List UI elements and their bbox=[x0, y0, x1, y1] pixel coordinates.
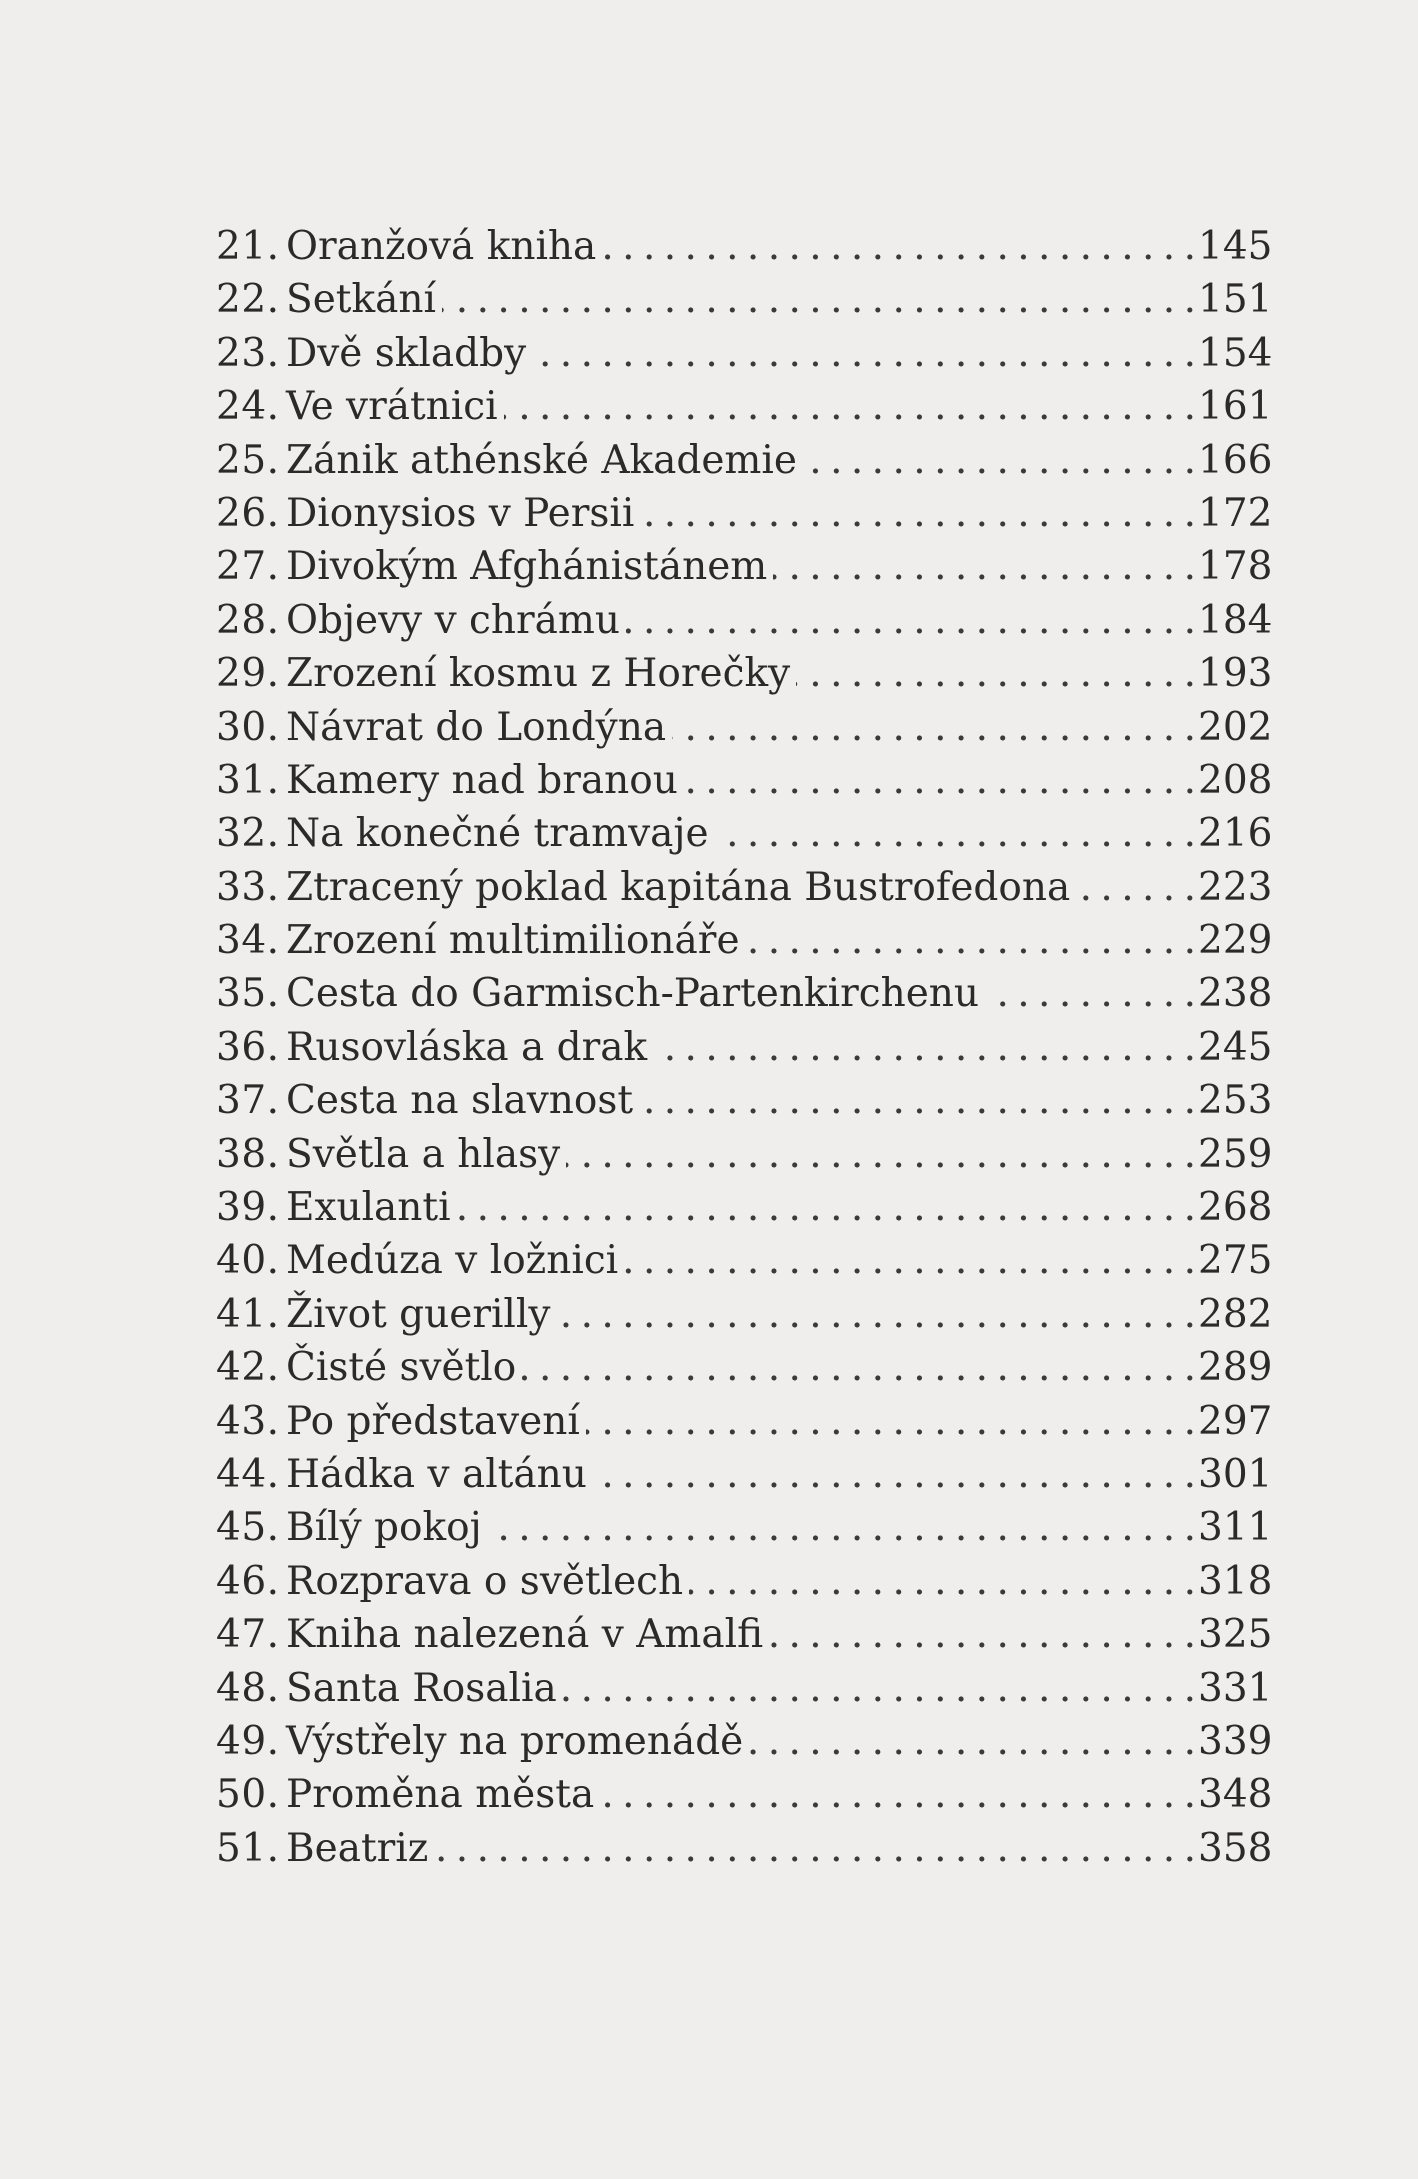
chapter-title: Dvě skladby bbox=[286, 330, 527, 376]
chapter-title: Výstřely na promenádě bbox=[286, 1718, 744, 1764]
dot-leader bbox=[626, 594, 1194, 647]
toc-entry bbox=[216, 807, 1273, 860]
toc-entry bbox=[216, 434, 1273, 487]
toc-entry bbox=[216, 1768, 1273, 1821]
dot-leader bbox=[640, 487, 1194, 540]
toc-entry bbox=[216, 1341, 1273, 1394]
dot-leader bbox=[586, 1395, 1194, 1448]
dot-leader bbox=[749, 1715, 1194, 1768]
chapter-number: 51. bbox=[216, 1825, 280, 1871]
chapter-title: Zánik athénské Akademie bbox=[286, 437, 797, 483]
page-number: 184 bbox=[1198, 597, 1273, 643]
toc-entry bbox=[216, 540, 1273, 593]
dot-leader bbox=[457, 1181, 1194, 1234]
chapter-title: Proměna města bbox=[286, 1772, 595, 1818]
page-number: 223 bbox=[1198, 864, 1273, 910]
page-number: 208 bbox=[1198, 757, 1273, 803]
chapter-number: 35. bbox=[216, 971, 280, 1017]
toc-entry bbox=[216, 1181, 1273, 1234]
dot-leader bbox=[488, 1501, 1194, 1554]
chapter-title: Na konečné tramvaje bbox=[286, 811, 709, 857]
page-number: 301 bbox=[1198, 1451, 1273, 1497]
page-number: 193 bbox=[1198, 651, 1273, 697]
dot-leader bbox=[600, 1768, 1194, 1821]
toc-entry bbox=[216, 1501, 1273, 1554]
chapter-number: 26. bbox=[216, 490, 280, 536]
toc-entry bbox=[216, 861, 1273, 914]
chapter-title: Život guerilly bbox=[286, 1291, 551, 1337]
toc-entry bbox=[216, 1288, 1273, 1341]
chapter-number: 24. bbox=[216, 384, 280, 430]
chapter-number: 50. bbox=[216, 1772, 280, 1818]
dot-leader bbox=[504, 380, 1194, 433]
toc-entry bbox=[216, 327, 1273, 380]
page-number: 289 bbox=[1198, 1345, 1273, 1391]
dot-leader bbox=[1076, 861, 1194, 914]
chapter-title: Oranžová kniha bbox=[286, 224, 597, 269]
chapter-title: Zrození kosmu z Horečky bbox=[286, 651, 791, 697]
chapter-number: 28. bbox=[216, 597, 280, 643]
chapter-number: 30. bbox=[216, 704, 280, 750]
chapter-number: 48. bbox=[216, 1665, 280, 1711]
page-number: 161 bbox=[1198, 384, 1273, 430]
chapter-number: 41. bbox=[216, 1291, 280, 1337]
toc-entry bbox=[216, 1662, 1273, 1715]
chapter-title: Setkání bbox=[286, 277, 436, 323]
page-number: 253 bbox=[1198, 1078, 1273, 1124]
chapter-number: 27. bbox=[216, 544, 280, 590]
dot-leader bbox=[522, 1341, 1194, 1394]
page-number: 151 bbox=[1198, 277, 1273, 323]
dot-leader bbox=[639, 1074, 1194, 1127]
page-number: 145 bbox=[1198, 224, 1273, 269]
page-number: 325 bbox=[1198, 1612, 1273, 1658]
chapter-number: 32. bbox=[216, 811, 280, 857]
toc-entry bbox=[216, 1448, 1273, 1501]
page-number: 331 bbox=[1198, 1665, 1273, 1711]
toc-entry bbox=[216, 1021, 1273, 1074]
toc-entry bbox=[216, 914, 1273, 967]
toc-entry bbox=[216, 220, 1273, 273]
toc-entry bbox=[216, 1234, 1273, 1287]
dot-leader bbox=[985, 967, 1194, 1020]
chapter-title: Ve vrátnici bbox=[286, 384, 498, 430]
chapter-number: 34. bbox=[216, 918, 280, 964]
dot-leader bbox=[593, 1448, 1194, 1501]
chapter-title: Čisté světlo bbox=[286, 1345, 517, 1391]
dot-leader bbox=[624, 1234, 1194, 1287]
chapter-title: Ztracený poklad kapitána Bustrofedona bbox=[286, 864, 1071, 910]
chapter-title: Hádka v altánu bbox=[286, 1451, 587, 1497]
chapter-title: Zrození multimilionáře bbox=[286, 918, 740, 964]
chapter-title: Kniha nalezená v Amalfi bbox=[286, 1612, 764, 1658]
toc-entry bbox=[216, 967, 1273, 1020]
dot-leader bbox=[672, 701, 1194, 754]
page-number: 202 bbox=[1198, 704, 1273, 750]
chapter-title: Návrat do Londýna bbox=[286, 704, 667, 750]
chapter-title: Po představení bbox=[286, 1398, 580, 1444]
page-number: 311 bbox=[1198, 1505, 1273, 1551]
dot-leader bbox=[434, 1822, 1194, 1875]
page-number: 358 bbox=[1198, 1825, 1273, 1871]
chapter-title: Cesta do Garmisch-Partenkirchenu bbox=[286, 971, 980, 1017]
toc-entry bbox=[216, 1128, 1273, 1181]
chapter-number: 33. bbox=[216, 864, 280, 910]
chapter-number: 36. bbox=[216, 1024, 280, 1070]
chapter-title: Beatriz bbox=[286, 1825, 429, 1871]
chapter-number: 31. bbox=[216, 757, 280, 803]
chapter-title: Exulanti bbox=[286, 1185, 451, 1231]
toc-entry bbox=[216, 647, 1273, 700]
toc-entry bbox=[216, 701, 1273, 754]
toc-entry bbox=[216, 1555, 1273, 1608]
chapter-number: 29. bbox=[216, 651, 280, 697]
dot-leader bbox=[769, 1608, 1194, 1661]
dot-leader bbox=[556, 1288, 1194, 1341]
chapter-title: Dionysios v Persii bbox=[286, 490, 635, 536]
page-number: 178 bbox=[1198, 544, 1273, 590]
chapter-title: Bílý pokoj bbox=[286, 1505, 482, 1551]
dot-leader bbox=[689, 1555, 1194, 1608]
chapter-number: 22. bbox=[216, 277, 280, 323]
chapter-number: 45. bbox=[216, 1505, 280, 1551]
dot-leader bbox=[566, 1128, 1194, 1181]
page-number: 297 bbox=[1198, 1398, 1273, 1444]
dot-leader bbox=[773, 540, 1194, 593]
page-number: 318 bbox=[1198, 1558, 1273, 1604]
chapter-title: Medúza v ložnici bbox=[286, 1238, 619, 1284]
chapter-title: Rozprava o světlech bbox=[286, 1558, 684, 1604]
chapter-number: 49. bbox=[216, 1718, 280, 1764]
dot-leader bbox=[803, 434, 1194, 487]
chapter-title: Kamery nad branou bbox=[286, 757, 678, 803]
dot-leader bbox=[442, 273, 1194, 326]
chapter-number: 46. bbox=[216, 1558, 280, 1604]
chapter-number: 21. bbox=[216, 224, 280, 269]
toc-entry bbox=[216, 487, 1273, 540]
page-number: 229 bbox=[1198, 918, 1273, 964]
toc-entry bbox=[216, 1395, 1273, 1448]
page-number: 268 bbox=[1198, 1185, 1273, 1231]
toc-entry bbox=[216, 380, 1273, 433]
page-number: 348 bbox=[1198, 1772, 1273, 1818]
page-number: 259 bbox=[1198, 1131, 1273, 1177]
chapter-number: 44. bbox=[216, 1451, 280, 1497]
chapter-number: 47. bbox=[216, 1612, 280, 1658]
chapter-number: 40. bbox=[216, 1238, 280, 1284]
page-number: 339 bbox=[1198, 1718, 1273, 1764]
page-number: 275 bbox=[1198, 1238, 1273, 1284]
toc-entry bbox=[216, 754, 1273, 807]
chapter-title: Rusovláska a drak bbox=[286, 1024, 648, 1070]
toc-entry bbox=[216, 1822, 1273, 1875]
page-number: 172 bbox=[1198, 490, 1273, 536]
table-of-contents bbox=[216, 220, 1273, 1875]
toc-entry bbox=[216, 1074, 1273, 1127]
dot-leader bbox=[715, 807, 1194, 860]
dot-leader bbox=[532, 327, 1194, 380]
chapter-number: 25. bbox=[216, 437, 280, 483]
dot-leader bbox=[563, 1662, 1194, 1715]
dot-leader bbox=[684, 754, 1194, 807]
chapter-title: Divokým Afghánistánem bbox=[286, 544, 768, 590]
chapter-number: 39. bbox=[216, 1185, 280, 1231]
toc-entry bbox=[216, 1715, 1273, 1768]
chapter-title: Santa Rosalia bbox=[286, 1665, 557, 1711]
toc-entry bbox=[216, 273, 1273, 326]
toc-entry bbox=[216, 1608, 1273, 1661]
page-number: 245 bbox=[1198, 1024, 1273, 1070]
chapter-title: Objevy v chrámu bbox=[286, 597, 620, 643]
page-number: 238 bbox=[1198, 971, 1273, 1017]
chapter-title: Světla a hlasy bbox=[286, 1131, 561, 1177]
chapter-number: 42. bbox=[216, 1345, 280, 1391]
page-number: 154 bbox=[1198, 330, 1273, 376]
chapter-number: 43. bbox=[216, 1398, 280, 1444]
dot-leader bbox=[796, 647, 1194, 700]
page-number: 282 bbox=[1198, 1291, 1273, 1337]
page-number: 216 bbox=[1198, 811, 1273, 857]
chapter-title: Cesta na slavnost bbox=[286, 1078, 634, 1124]
dot-leader bbox=[602, 220, 1194, 273]
dot-leader bbox=[746, 914, 1194, 967]
page-number: 166 bbox=[1198, 437, 1273, 483]
toc-entry bbox=[216, 594, 1273, 647]
dot-leader bbox=[653, 1021, 1194, 1074]
chapter-number: 38. bbox=[216, 1131, 280, 1177]
chapter-number: 37. bbox=[216, 1078, 280, 1124]
chapter-number: 23. bbox=[216, 330, 280, 376]
